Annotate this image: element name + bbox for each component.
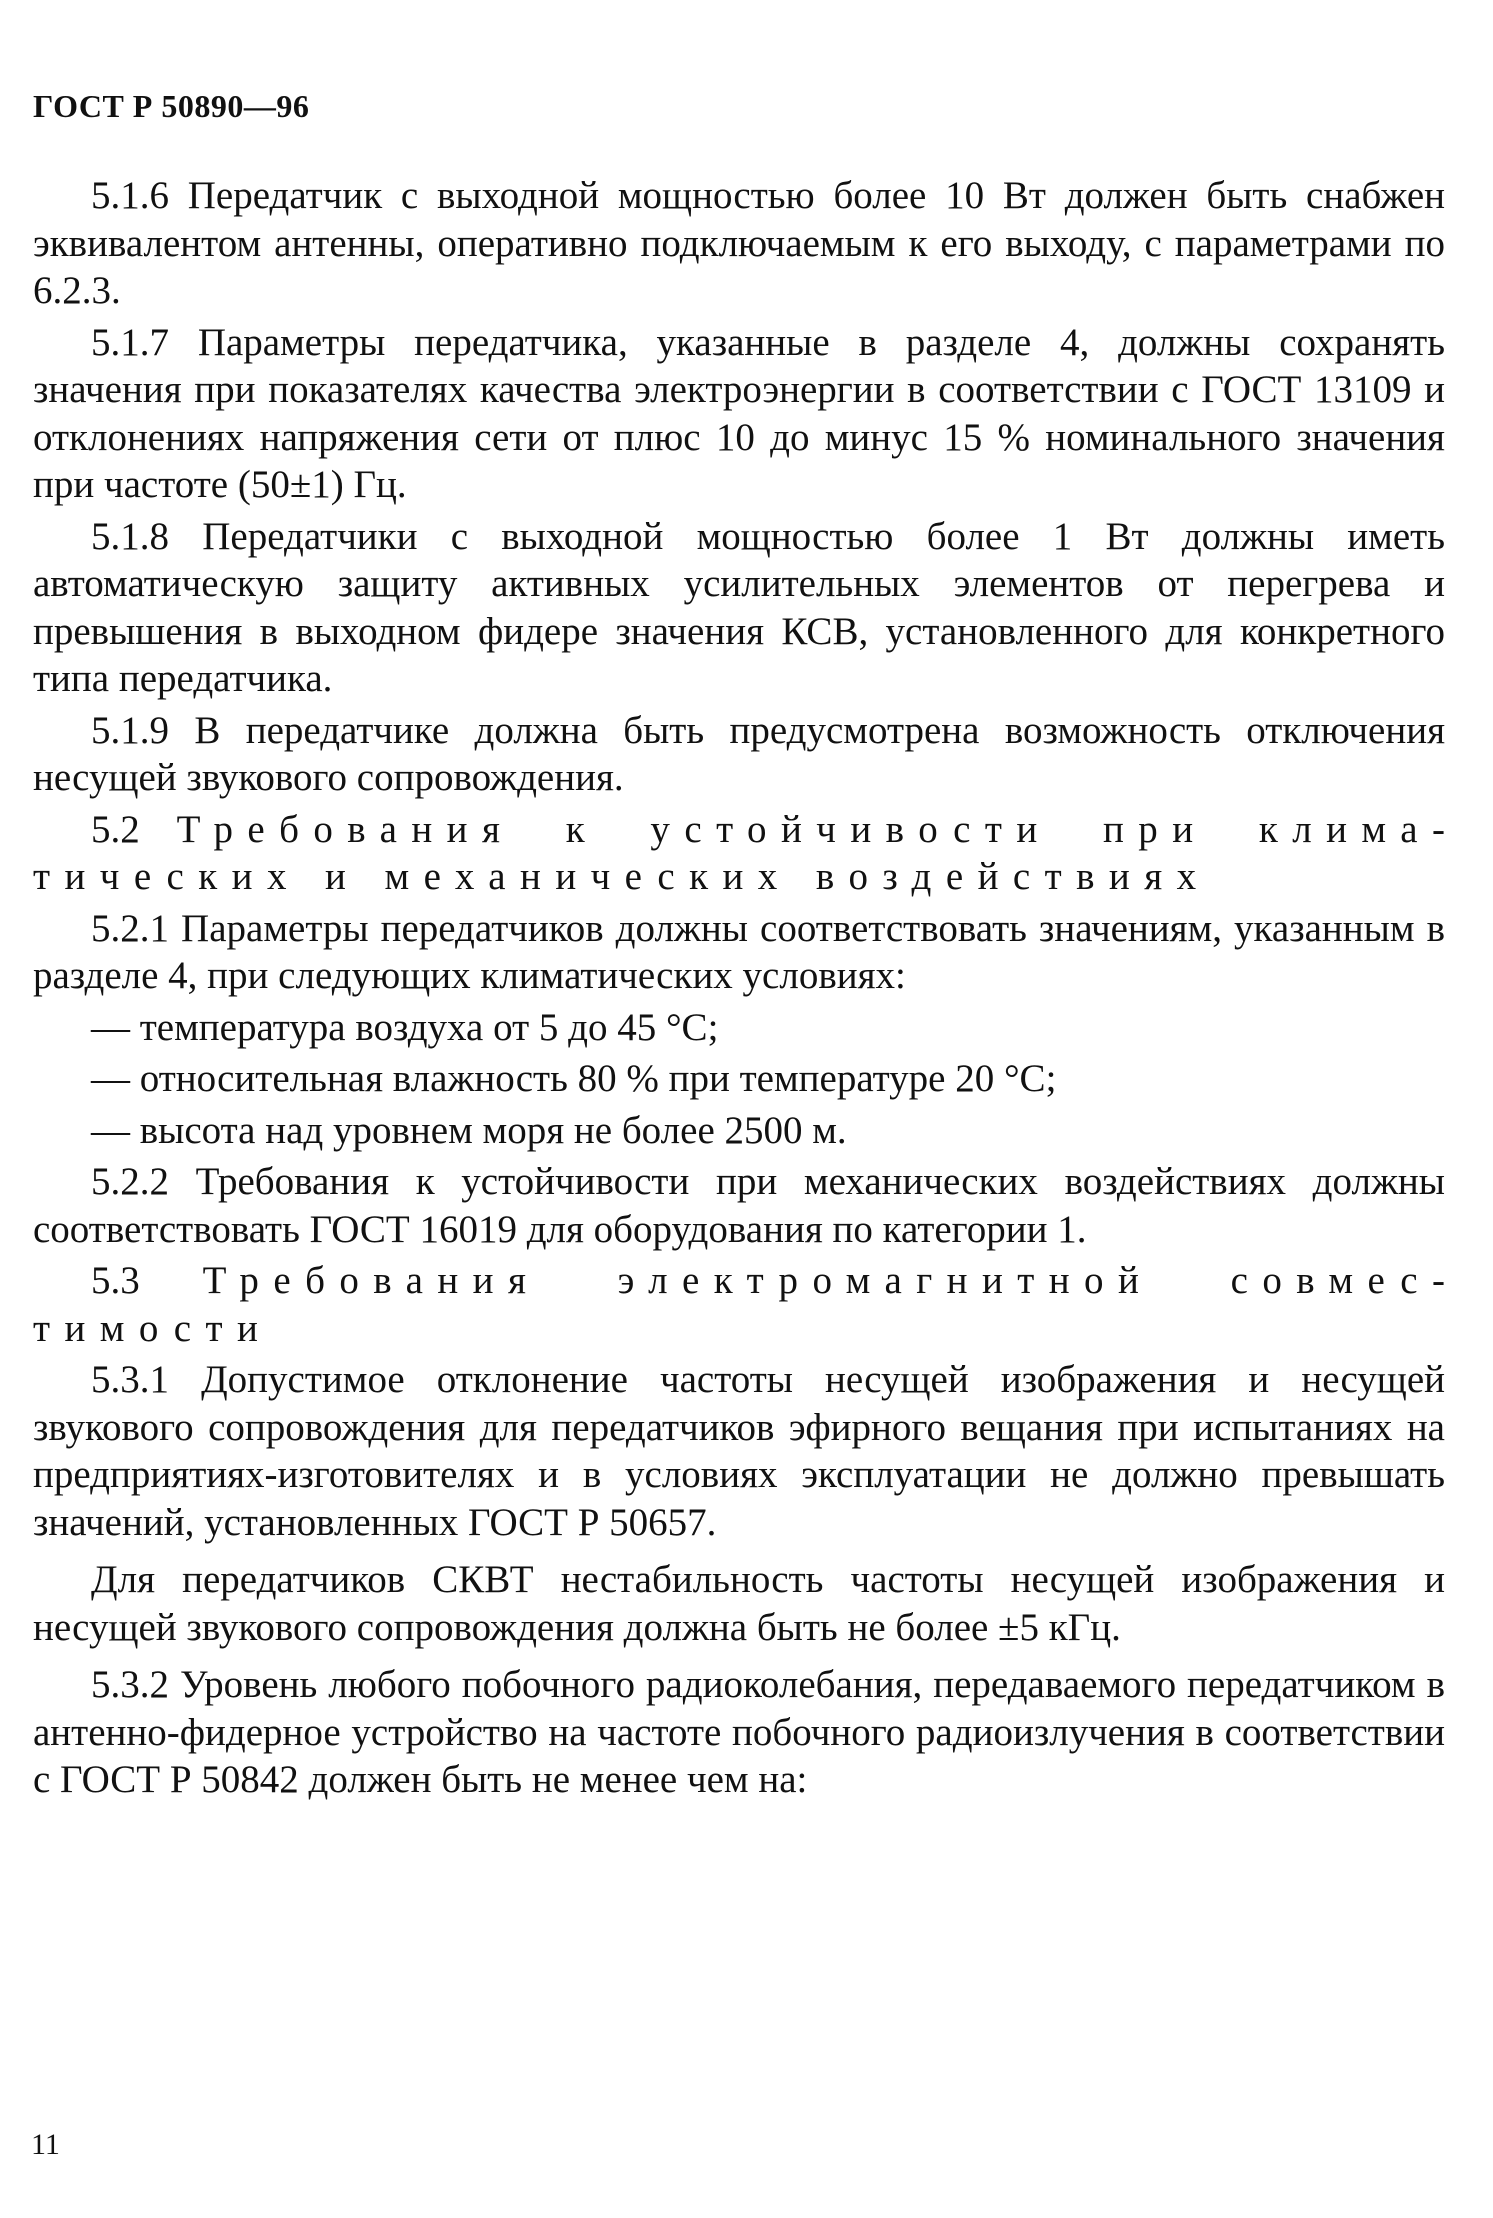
clause-number: 5.1.7 xyxy=(91,320,169,364)
clause-number: 5.1.9 xyxy=(91,708,169,752)
paragraph-5-3-1 xyxy=(33,1356,1445,1546)
paragraph-text: Уровень любого побочного радиоколебания, передаваемого передатчиком в антенно-фидерное устройство на частоте побочного радиоизлучения в соответствии с ГОСТ Р 50842 должен быть не менее чем на: xyxy=(33,1663,1445,1801)
list-item-text: — температура воздуха от 5 до 45 °С; xyxy=(91,1005,719,1049)
paragraph-5-1-9 xyxy=(33,707,1445,802)
list-item-text: — относительная влажность 80 % при температуре 20 °С; xyxy=(91,1057,1057,1100)
clause-number: 5.1.8 xyxy=(91,514,169,558)
paragraph-5-2-1 xyxy=(33,905,1445,1000)
list-item-humidity xyxy=(33,1055,1445,1103)
list-item-temperature xyxy=(33,1004,1445,1052)
section-heading-5-2 xyxy=(33,806,1445,901)
paragraph-5-2-2 xyxy=(33,1158,1445,1253)
clause-number: 5.2.2 xyxy=(91,1160,169,1203)
paragraph-text: Параметры передатчиков должны соответствовать значениям, указанным в разделе 4, при следующих климатических условиях: xyxy=(33,906,1445,997)
paragraph-text: Требования к устойчивости при механических воздействиях должны соответствовать ГОСТ 16019 для оборудования по категории 1. xyxy=(33,1160,1445,1251)
paragraph-5-1-6 xyxy=(33,172,1445,315)
list-item-text: — высота над уровнем моря не более 2500 м. xyxy=(91,1108,847,1152)
list-item-altitude xyxy=(33,1107,1445,1155)
paragraph-text: Передатчики с выходной мощностью более 1 Вт должны иметь автоматическую защиту активных усилительных элементов от перегрева и превышения в выходном фидере значения КСВ, установленного для конкретного типа передатчика. xyxy=(33,514,1446,700)
document-header: ГОСТ Р 50890—96 xyxy=(33,88,310,124)
paragraph-5-3-2 xyxy=(33,1661,1445,1804)
paragraph-text: Параметры передатчика, указанные в разделе 4, должны сохранять значения при показателях качества электроэнергии в соответствии с ГОСТ 13109 и отклонениях напряжения сети от плюс 10 до минус 15 % номинального значения при частоте (50±1) Гц. xyxy=(33,320,1445,506)
paragraph-5-1-7 xyxy=(33,319,1445,509)
paragraph-text: Для передатчиков СКВТ нестабильность частоты несущей изображения и несущей звукового сопровождения должна быть не более ±5 кГц. xyxy=(33,1558,1445,1649)
paragraph-text: Допустимое отклонение частоты несущей изображения и несущей звукового сопровождения для передатчиков эфирного вещания при испытаниях на предприятиях-изготовителях и в условиях эксплуатации не должно превышать значений, установленных ГОСТ Р 50657. xyxy=(33,1358,1446,1544)
clause-number: 5.2.1 xyxy=(91,906,169,950)
clause-number: 5.2 xyxy=(91,807,140,851)
document-body xyxy=(33,172,1445,1808)
clause-number: 5.3 xyxy=(91,1259,140,1302)
section-heading-text: Требования к устойчивости при климатических и механических воздействиях xyxy=(33,807,1445,898)
paragraph-skvt xyxy=(33,1556,1445,1651)
page-number: 11 xyxy=(31,2128,60,2161)
section-heading-text: Требования электромагнитной совместимости xyxy=(33,1259,1445,1350)
clause-number: 5.1.6 xyxy=(91,174,169,217)
clause-number: 5.3.2 xyxy=(91,1663,169,1706)
paragraph-text: Передатчик с выходной мощностью более 10 Вт должен быть снабжен эквивалентом антенны, оперативно подключаемым к его выходу, с параметрами по 6.2.3. xyxy=(33,174,1445,312)
paragraph-5-1-8 xyxy=(33,513,1445,703)
paragraph-text: В передатчике должна быть предусмотрена возможность отключения несущей звукового сопровождения. xyxy=(33,708,1446,799)
section-heading-5-3 xyxy=(33,1257,1445,1352)
clause-number: 5.3.1 xyxy=(91,1358,169,1401)
